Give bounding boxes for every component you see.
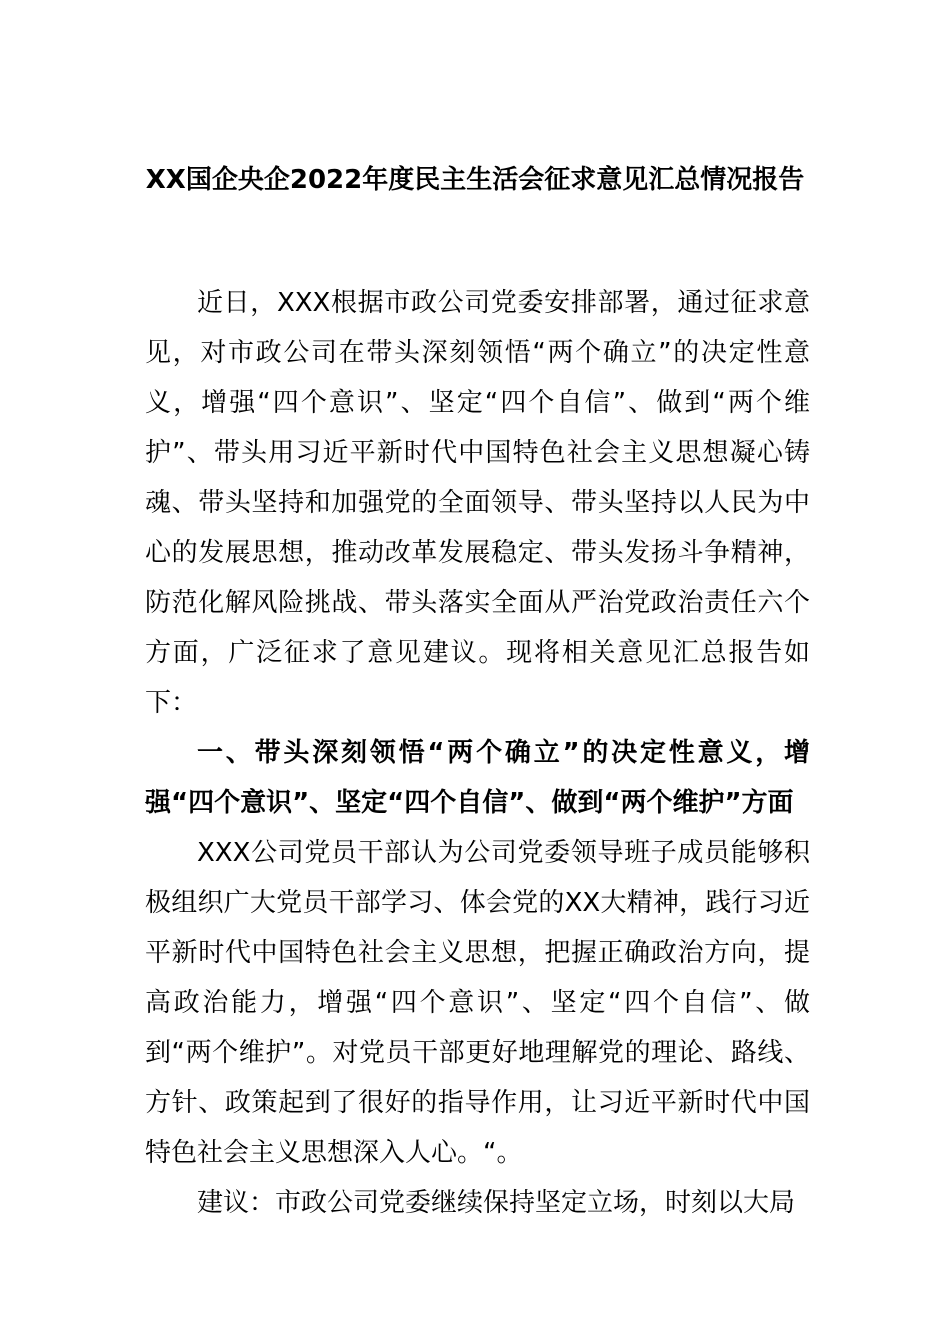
section-1-paragraph: XXX公司党员干部认为公司党委领导班子成员能够积极组织广大党员干部学习、体会党的XX大精神，践行习近平新时代中国特色社会主义思想，把握正确政治方向，提高政治能力，增强“四个意识”、坚定“四个自信”、做到“两个维护”。对党员干部更好地理解党的理论、路线、方针、政策起到了很好的指导作用，让习近平新时代中国特色社会主义思想深入人心。“。 [145,838,810,1168]
section-heading-1: 一、带头深刻领悟“两个确立”的决定性意义，增强“四个意识”、坚定“四个自信”、做到“两个维护”方面 [145,738,810,818]
document-body [145,278,810,1228]
intro-paragraph: 近日，XXX根据市政公司党委安排部署，通过征求意见，对市政公司在带头深刻领悟“两个确立”的决定性意义，增强“四个意识”、坚定“四个自信”、做到“两个维护”、带头用习近平新时代中国特色社会主义思想凝心铸魂、带头坚持和加强党的全面领导、带头坚持以人民为中心的发展思想，推动改革发展稳定、带头发扬斗争精神，防范化解风险挑战、带头落实全面从严治党政治责任六个方面，广泛征求了意见建议。现将相关意见汇总报告如下： [145,288,810,718]
suggestion-paragraph: 建议：市政公司党委继续保持坚定立场，时刻以大局 [197,1188,796,1218]
document-title: XX国企央企2022年度民主生活会征求意见汇总情况报告 [145,165,805,195]
